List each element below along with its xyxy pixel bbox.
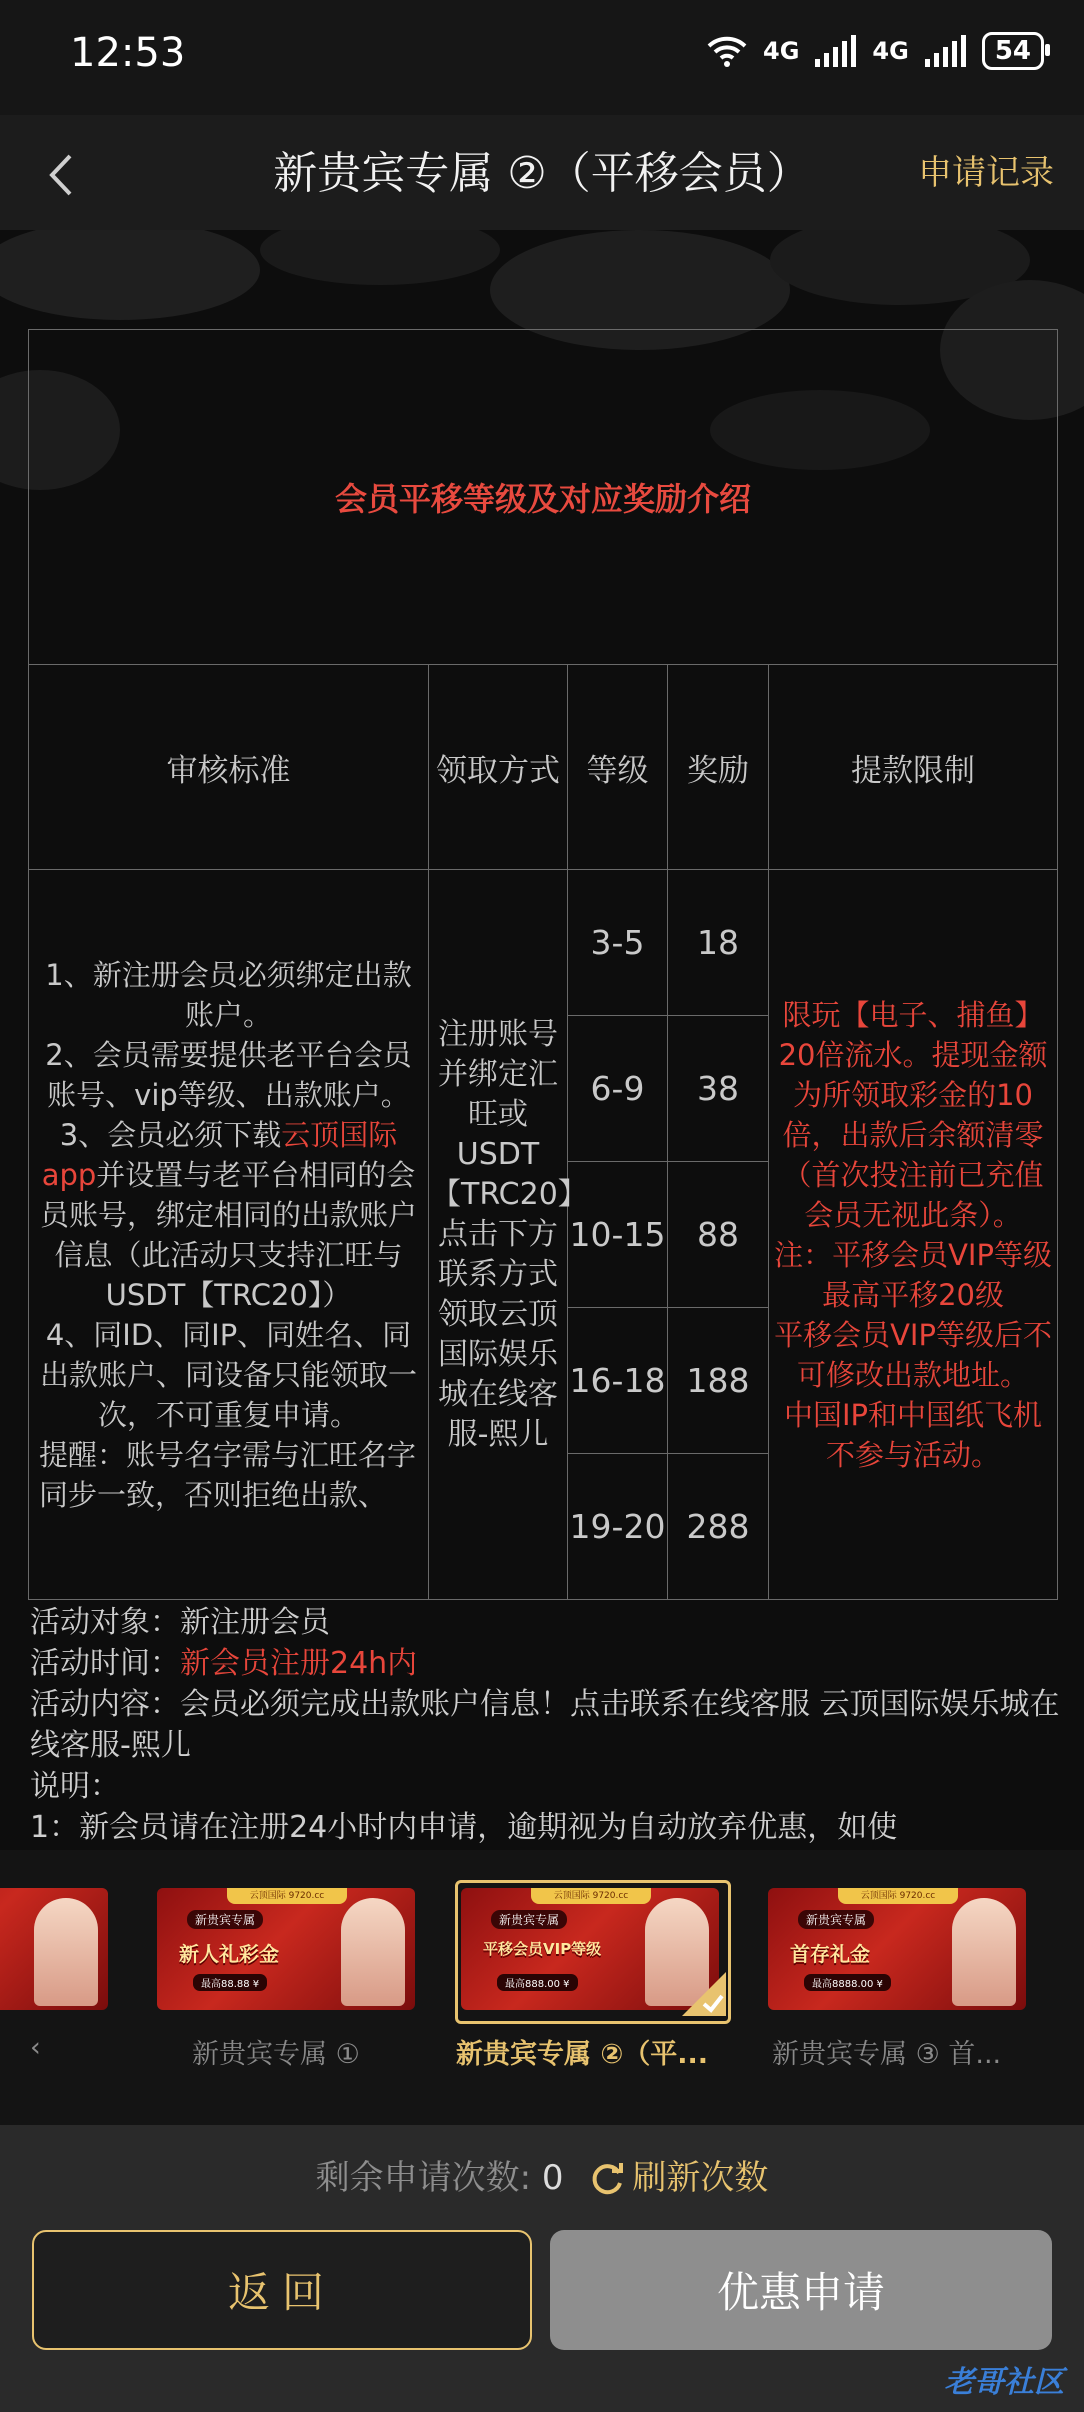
activity-target: [30, 1602, 1060, 1643]
network-4g-label-1: 4G: [763, 37, 800, 65]
promo-card-amount: 最高88.88 ¥: [193, 1974, 267, 1991]
promo-card-tag: 新贵宾专属: [491, 1910, 567, 1929]
promo-card-amount: 最高8888.00 ¥: [804, 1974, 891, 1991]
header-reward: 奖励: [668, 665, 769, 870]
bottom-action-bar: [0, 2125, 1084, 2412]
activity-target-label: 活动对象：: [30, 1605, 180, 1640]
page-title: 新贵宾专属 ②（平移会员）: [273, 148, 811, 199]
watermark-logo: 老哥社区: [944, 2365, 1064, 2400]
activity-target-value: 新注册会员: [180, 1605, 330, 1640]
standard-rule-4: 4、同ID、同IP、同姓名、同出款账户、同设备只能领取一次，不可重复申请。: [39, 1317, 417, 1432]
level-cell: 3-5: [568, 870, 668, 1016]
limit-rule-2: 注：平移会员VIP等级最高平移20级: [774, 1237, 1052, 1312]
level-cell: 16-18: [568, 1308, 668, 1454]
promo-carousel[interactable]: [0, 1850, 1084, 2125]
promo-card-headline: 首存礼金: [790, 1942, 870, 1966]
promo-content[interactable]: [0, 230, 1084, 1850]
promo-card-ribbon: 云顶国际 9720.cc: [531, 1888, 651, 1904]
promo-model-image: [952, 1898, 1016, 2006]
chevron-left-icon: [40, 150, 80, 200]
promo-card-headline: 平移会员VIP等级: [483, 1940, 602, 1958]
promo-card-ribbon: 云顶国际 9720.cc: [227, 1888, 347, 1904]
reward-cell: 18: [668, 870, 769, 1016]
reward-cell: 288: [668, 1454, 769, 1600]
back-button[interactable]: 返回: [32, 2230, 532, 2350]
promo-card-2-label[interactable]: 新贵宾专属 ②（平...: [456, 2039, 709, 2070]
claim-method-cell: 注册账号并绑定汇旺或USDT【TRC20】点击下方联系方式领取云顶国际娱乐城在线客服-熙儿: [429, 870, 568, 1600]
limit-rule-4: 中国IP和中国纸飞机不参与活动。: [784, 1397, 1043, 1472]
remaining-label: 剩余申请次数:: [315, 2158, 532, 2198]
header-claim-method: 领取方式: [429, 665, 568, 870]
activity-time-label: 活动时间：: [30, 1646, 180, 1681]
network-4g-label-2: 4G: [872, 37, 909, 65]
promo-card-2-selected[interactable]: [461, 1888, 719, 2010]
withdraw-limit-cell: [769, 870, 1058, 1600]
rules-table: [28, 329, 1058, 1600]
promo-card-3[interactable]: [768, 1888, 1026, 2010]
review-standard-cell: [29, 870, 429, 1600]
activity-note-1: 1：新会员请在注册24小时内申请，逾期视为自动放弃优惠，如使: [30, 1810, 898, 1845]
back-arrow-button[interactable]: [20, 135, 100, 215]
status-bar: [0, 0, 1084, 115]
refresh-label: 刷新次数: [632, 2158, 769, 2198]
refresh-icon: [588, 2161, 626, 2199]
level-cell: 19-20: [568, 1454, 668, 1600]
refresh-button[interactable]: [574, 2158, 768, 2198]
standard-reminder: 提醒：账号名字需与汇旺名字同步一致，否则拒绝出款、: [39, 1437, 417, 1512]
promo-card-headline: 新人礼彩金: [179, 1942, 279, 1966]
activity-info: [30, 1602, 1060, 1848]
standard-rule-2: 2、会员需要提供老平台会员账号、vip等级、出款账户。: [45, 1037, 412, 1112]
battery-icon: 54: [982, 32, 1044, 70]
reward-cell: 38: [668, 1016, 769, 1162]
promo-card-1[interactable]: [157, 1888, 415, 2010]
rules-table-title: 会员平移等级及对应奖励介绍: [29, 330, 1058, 665]
promo-model-image: [341, 1898, 405, 2006]
header-level: 等级: [568, 665, 668, 870]
promo-card-tag: 新贵宾专属: [187, 1910, 263, 1929]
nav-header: [0, 115, 1084, 230]
header-standard: 审核标准: [29, 665, 429, 870]
remaining-count-row: [0, 2150, 1084, 2199]
wifi-icon: [707, 35, 747, 67]
status-time: 12:53: [70, 30, 186, 76]
header-withdraw-limit: 提款限制: [769, 665, 1058, 870]
promo-card-partial-label: ‹: [30, 2032, 41, 2063]
app-name-highlight: 云顶国际app: [41, 1117, 398, 1192]
promo-model-image: [34, 1898, 98, 2006]
limit-rule-3: 平移会员VIP等级后不可修改出款地址。: [774, 1317, 1052, 1392]
status-icons: [707, 32, 1044, 70]
selected-check-icon: [682, 1972, 726, 2016]
reward-cell: 188: [668, 1308, 769, 1454]
level-cell: 10-15: [568, 1162, 668, 1308]
apply-record-link[interactable]: 申请记录: [918, 153, 1054, 193]
standard-rule-3-pre: 3、会员必须下载: [59, 1117, 282, 1152]
promo-card-partial[interactable]: [0, 1888, 108, 2010]
promo-card-1-label[interactable]: 新贵宾专属 ①: [192, 2039, 360, 2070]
signal-icon-1: [815, 35, 856, 67]
promo-card-3-label[interactable]: 新贵宾专属 ③ 首...: [772, 2039, 1002, 2070]
activity-note-label: 说明：: [30, 1769, 120, 1804]
promo-card-amount: 最高888.00 ¥: [497, 1974, 578, 1991]
apply-promo-button[interactable]: 优惠申请: [550, 2230, 1052, 2350]
remaining-count: 0: [541, 2158, 564, 2198]
reward-cell: 88: [668, 1162, 769, 1308]
activity-content: 活动内容：会员必须完成出款账户信息！点击联系在线客服 云顶国际娱乐城在线客服-熙儿: [30, 1687, 1060, 1763]
activity-time: [30, 1643, 1060, 1684]
signal-icon-2: [925, 35, 966, 67]
limit-rule-1: 限玩【电子、捕鱼】20倍流水。提现金额为所领取彩金的10倍，出款后余额清零（首次投注前已充值会员无视此条）。: [778, 997, 1048, 1232]
promo-card-ribbon: 云顶国际 9720.cc: [838, 1888, 958, 1904]
promo-card-tag: 新贵宾专属: [798, 1910, 874, 1929]
standard-rule-3-post: 并设置与老平台相同的会员账号，绑定相同的出款账户信息（此活动只支持汇旺与USDT【TRC20】）: [39, 1157, 417, 1312]
level-cell: 6-9: [568, 1016, 668, 1162]
activity-time-value: 新会员注册24h内: [180, 1646, 418, 1681]
standard-rule-3: [33, 1115, 424, 1315]
standard-rule-1: 1、新注册会员必须绑定出款账户。: [45, 957, 412, 1032]
